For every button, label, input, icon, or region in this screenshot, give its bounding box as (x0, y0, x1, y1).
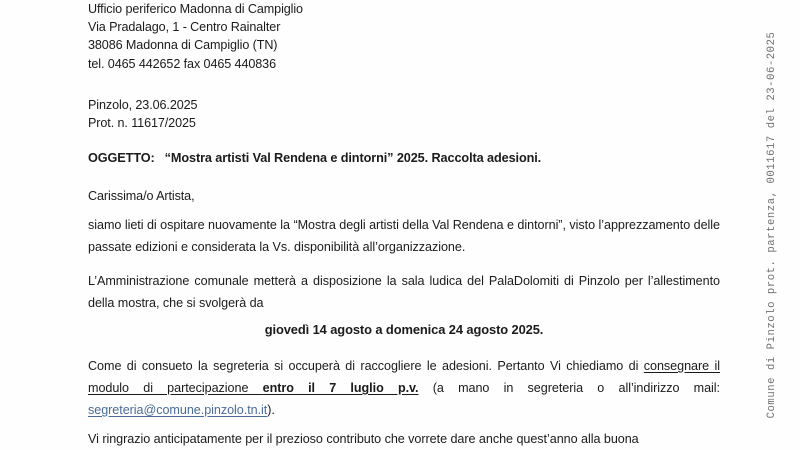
subject-label: OGGETTO: (88, 151, 155, 165)
protocol-number: Prot. n. 11617/2025 (88, 116, 196, 131)
letterhead-line-office: Ufficio periferico Madonna di Campiglio (88, 2, 303, 16)
letter-meta (88, 96, 197, 133)
submission-text-part1: Come di consueto la segreteria si occuperà di raccogliere le adesioni. Pertanto Vi chiediamo di (88, 359, 644, 373)
submission-deadline: entro il 7 luglio p.v. (262, 381, 419, 395)
paragraph-venue: L’Amministrazione comunale metterà a disposizione la sala ludica del PalaDolomiti di Pinzolo per l’allestimento della mostra, che si svolgerà da (88, 274, 720, 310)
letterhead-line-city: 38086 Madonna di Campiglio (TN) (88, 38, 278, 53)
letterhead-address (88, 0, 303, 73)
paragraph-thanks: Vi ringrazio anticipatamente per il prezioso contributo che vorrete dare anche quest’anno alla buona (88, 432, 639, 446)
protocol-stamp-text: Comune di Pinzolo prot. partenza, 0011617 del 23-06-2025 (766, 31, 778, 419)
paragraph-submission (88, 355, 720, 421)
salutation: Carissima/o Artista, (88, 189, 195, 203)
paragraph-intro: siamo lieti di ospitare nuovamente la “Mostra degli artisti della Val Rendena e dintorni”, visto l’apprezzamento delle passate edizioni e considerata la Vs. disponibilità all’organizzazione. (88, 218, 720, 254)
letter-body (88, 0, 720, 450)
place-and-date: Pinzolo, 23.06.2025 (88, 98, 198, 112)
submission-text-part2: (a mano in segreteria o all’indirizzo mail: (418, 381, 721, 395)
exhibition-dates: giovedì 14 agosto a domenica 24 agosto 2025. (264, 322, 544, 337)
subject-text: “Mostra artisti Val Rendena e dintorni” 2025. Raccolta adesioni. (164, 151, 542, 165)
subject-line (88, 151, 541, 165)
protocol-stamp (750, 0, 794, 450)
submission-underlined-form: consegnare il modulo di partecipazione (88, 359, 720, 395)
email-link[interactable]: segreteria@comune.pinzolo.tn.it (88, 403, 268, 417)
letterhead-line-street: Via Pradalago, 1 - Centro Rainalter (88, 20, 281, 35)
submission-text-part3: ). (267, 403, 275, 417)
letterhead-line-phone: tel. 0465 442652 fax 0465 440836 (88, 56, 276, 71)
